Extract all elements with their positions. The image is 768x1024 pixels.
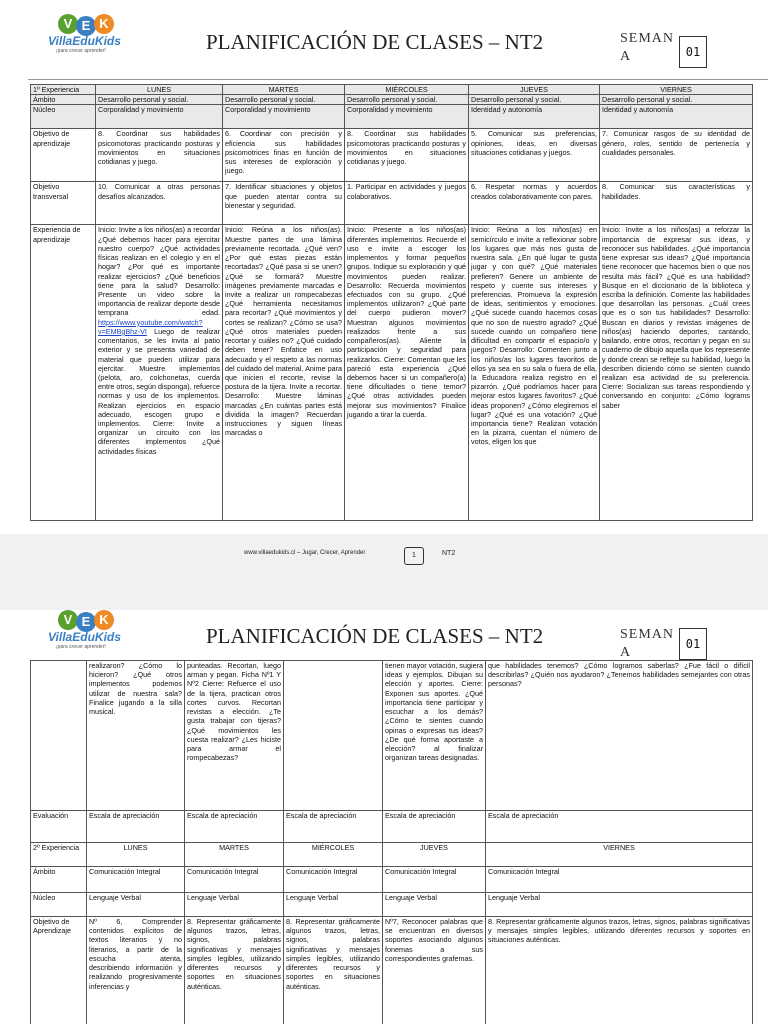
planning-table-1 [30,84,753,521]
ambito-row [31,867,753,893]
table-cell: Desarrollo personal y social. [600,95,753,105]
table-cell: 10. Comunicar a otras personas desafíos alcanzados. [96,182,223,225]
page-2 [0,610,768,1024]
header-divider [28,79,768,80]
table-cell: 1. Participar en actividades y juegos colaborativos. [345,182,469,225]
video-link[interactable]: https://www.youtube.com/watch?v=EMBgBhz-VI [98,317,203,336]
semana-label [620,30,674,66]
experience-2-header-row [31,843,753,867]
table-cell: Escala de apreciación [383,811,486,843]
day-header-martes: MARTES [223,85,345,95]
day-header-lunes: LUNES [96,85,223,95]
semana-number-box: 01 [679,628,707,660]
transversal-row [31,182,753,225]
table-cell: Nº 6, Comprender contenidos explícitos de textos literarios y no literarios, a partir de la escucha atenta, describiendo información y realizando progresivamente inferencias y [87,917,185,1024]
table-cell: Desarrollo personal y social. [96,95,223,105]
logo-tagline: ¡para crecer aprender! [56,48,106,54]
logo-word: VillaEduKids [48,34,121,48]
row-label: Ámbito [31,867,87,893]
table-cell: Escala de apreciación [185,811,284,843]
day-header-miercoles: MIÉRCOLES [284,843,383,867]
objetivo-row [31,129,753,182]
table-cell: Escala de apreciación [87,811,185,843]
row-label: Objetivo de aprendizaje [31,129,96,182]
table-cell: Desarrollo personal y social. [345,95,469,105]
table-cell: 8. Representar gráficamente algunos trazos, letras, signos, palabras significativas y mensajes simples legibles, utilizando diferentes recursos y soportes en situaciones auténticas. [185,917,284,1024]
table-cell-jueves: Inicio: Reúna a los niños(as) en semicírculo e invite a reflexionar sobre los lugares que más nos gusta de nuestra sala. ¿En qué lugar te gusta jugar y con qué? ¿Qué materiales prefieren? Genere un ambiente de respeto y cuente sus intereses y preferencias. Promueva la expresión de ideas, sentimientos y emociones. ¿Qué sucede cuando hacemos cosas que no son de nuestro agrado? ¿Qué sucede cuando un compañero tiene dificultad en compartir el espacio/o y juegos? Desarrollo: Comenten junto a los niños/as los lugares favoritos de ellos ya sea en su sala o fuera de ella, la Educadora realiza registro en el pizarrón. ¿Qué podríamos hacer para mejorar estos lugares favoritos? ¿Qué ideas proponen? ¿Cómo elegiremos el lugar? ¿Qué es una votación? ¿Qué importancia tiene? Realizan votación en la pizarra, cuentan el número de votos, eligen los que [469,225,600,521]
table-cell: Corporalidad y movimiento [96,105,223,129]
day-header-viernes: VIERNES [486,843,753,867]
row-label [31,661,87,811]
semana-number-box: 01 [679,36,707,68]
table-cell-martes: Inicio: Reúna a los niños(as). Muestre partes de una lámina previamente recortada. ¿Qué ven? ¿Por qué estas piezas están recortadas? ¿Qué pasa si se unen? ¿Qué se formará? Muestre imágenes previamente marcadas e invite a realizar un rompecabezas ¿Qué herramienta necesitamos para recortar? ¿Qué movimientos y cortes se realizan? ¿Cómo se usa? ¿Qué otros materiales pueden recortar y cuáles no? ¿Qué cuidado deben tener? Enfatice en uso adecuado y el respeto a las normas del cuidado del material. Anime para que inicien el recorte, revise la postura de la tijera. Invite a recortar. Desarrollo: Muestre láminas marcadas ¿En cuántas partes está dividida la imagen? Recuerdan instrucciones y siguen líneas marcadas o [223,225,345,521]
row-label: Evaluación [31,811,87,843]
table-cell: que habilidades tenemos? ¿Cómo logramos saberlas? ¿Fue fácil o difícil describirlas? ¿Quién nos ayudaron? ¿Tenemos habilidades semejantes con otras personas? [486,661,753,811]
day-header-viernes: VIERNES [600,85,753,95]
continuation-row [31,661,753,811]
semana-label-line2: A [620,645,632,660]
villaedukids-logo [48,14,140,56]
table-cell: Comunicación Integral [87,867,185,893]
villaedukids-logo [48,610,140,652]
table-cell: Lenguaje Verbal [383,893,486,917]
row-label: Objetivo de Aprendizaje [31,917,87,1024]
objetivo-row [31,917,753,1024]
logo-letter-k: K [94,610,114,630]
table-cell: punteadas. Recortan, luego arman y pegan. Ficha Nº1 Y Nº2 Cierre: Refuerce el uso de la tijera, practican otros cortes curvos. Recortan revistas a elección. ¿Te gusta trabajar con tijeras? ¿Qué movimientos les cuesta realizar? ¿Les hiciste para armar el rompecabezas? [185,661,284,811]
semana-label-line1: SEMAN [620,31,675,46]
table-cell: Identidad y autonomía [600,105,753,129]
table-cell: Lenguaje Verbal [284,893,383,917]
table-cell: 7. Comunicar rasgos de su identidad de género, roles, sentido de pertenecía y cualidades personales. [600,129,753,182]
table-cell: Identidad y autonomía [469,105,600,129]
row-label: Ámbito [31,95,96,105]
page-footer [0,547,768,567]
table-cell: Corporalidad y movimiento [345,105,469,129]
cell-text: Luego de realizar comentarios, se les invita al patio exterior y se presenta variedad de material que pueden utilizar para ejercitar. Muestre implementos (pelota, aro, colchonetas, cuerda entre otros, según disponga), refuerce normas y uso de los implementos. Realizan ejercicios en espacio adecuado, escogen grupo e implementos. Cierre: Invite a organizar un circuito con los diferentes implementos ¿Qué actividades físicas [98,326,220,456]
row-label: Objetivo transversal [31,182,96,225]
table-cell: 8. Comunicar sus características y habilidades. [600,182,753,225]
page-gap [0,534,768,610]
cell-text: Inicio: Invite a los niños(as) a recordar ¿Qué debemos hacer para ejercitar nuestro cuerpo? ¿Qué actividades físicas realizan en el colegio y en el hogar? ¿Por qué es importante realizar ejercicios? ¿Qué beneficios tiene para la salud? Desarrollo: Presente un video sobre la importancia de realizar deporte desde temprana edad. [98,225,220,318]
table-cell: Nº7, Reconocer palabras que se encuentran en diversos soportes asociando algunos fonemas a sus correspondientes grafemas. [383,917,486,1024]
page-title: PLANIFICACIÓN DE CLASES – NT2 [206,624,544,648]
logo-letter-e: E [76,612,96,632]
table-cell: Desarrollo personal y social. [469,95,600,105]
logo-letter-v: V [58,610,78,630]
footer-site: www.villaedukids.cl – Jugar, Crecer, Aprender [244,550,366,556]
experience-number-cell: 1º Experiencia [31,85,96,95]
table-cell [284,661,383,811]
table-cell: 7. Identificar situaciones y objetos que pueden atentar contra su bienestar y seguridad. [223,182,345,225]
table-cell: Comunicación Integral [185,867,284,893]
table-cell: 6. Respetar normas y acuerdos creados colaborativamente con pares. [469,182,600,225]
table-cell: Comunicación Integral [383,867,486,893]
semana-label [620,626,674,662]
table-cell-viernes: Inicio: Invite a los niños(as) a reforzar la importancia de expresar sus ideas, y reconocer sus habilidades. ¿Qué importancia tiene expresar sus ideas? ¿Qué importancia tiene reconocer que hacemos bien o que nos resulta más fácil? ¿Qué es una habilidad? Busque en el diccionario de la biblioteca y escriba la definición. Comente las habilidades que desarrollan las personas. ¿Cuál crees que es o son tus habilidades? Desarrollo: Buscan en diarios y revistas imágenes de niños(as) haciendo deportes, cantando, bailando, entre otros, recortan y pegan en su cuaderno de dibujo aquella que los represente y donde crean se refleje su habilidad, luego la describen diciendo cómo se sienten cuando realizan esa actividad de su preferencia. Cierre: Socializan sus tareas respondiendo y conversando en conjunto: ¿Cómo lograms saber [600,225,753,521]
table-cell: 8. Coordinar sus habilidades psicomotoras practicando posturas y movimientos en situaciones cotidianas y juego. [345,129,469,182]
table-cell: Escala de apreciación [486,811,753,843]
row-label: Núcleo [31,893,87,917]
row-label: Experiencia de aprendizaje [31,225,96,521]
table-cell: 8. Coordinar sus habilidades psicomotoras practicando posturas y movimientos en situaciones cotidianas y juego. [96,129,223,182]
table-cell: Lenguaje Verbal [185,893,284,917]
experience-header-row [31,85,753,95]
table-cell-miercoles: Inicio: Presente a los niños(as) diferentes implementos. Recuerde el uso e invite a escoger los implementos y formar pequeños grupos. Indique su exploración y qué movimientos pueden realizar. Desarrollo: Recuerda movimientos efectuados con su grupo. ¿Qué implementos utilizaron? ¿Qué parte del cuerpo pudieron mover? Muestran algunos movimientos realizados frente a sus compañeros(as). Aliente la participación y seguridad para realizarlos. Cierre: Comentan que les pareció esta experiencia ¿Qué debemos hacer si un compañero(a) tiene dificultades o tiene temor? ¿Qué otras actividades pueden mejorar sus movimientos? Finalice jugando a tirar la cuerda. [345,225,469,521]
table-cell: 8. Representar gráficamente algunos trazos, letras, signos, palabras significativas y mensajes simples legibles, utilizando diferentes recursos y soportes en situaciones auténticas. [284,917,383,1024]
table-cell-lunes [96,225,223,521]
semana-label-line1: SEMAN [620,627,675,642]
logo-letter-e: E [76,16,96,36]
footer-page-number: 1 [404,547,424,565]
table-cell: Comunicación Integral [486,867,753,893]
footer-level: NT2 [442,550,456,557]
table-cell: 6. Coordinar con precisión y eficiencia sus habilidades psicomotrices finas en función de sus intereses de exploración y juego. [223,129,345,182]
logo-word: VillaEduKids [48,630,121,644]
table-cell: Corporalidad y movimiento [223,105,345,129]
page-title: PLANIFICACIÓN DE CLASES – NT2 [206,30,544,54]
semana-label-line2: A [620,49,632,64]
table-cell: tienen mayor votación, sugiera ideas y ejemplos. Dibujan su elección y aportes. Cierre: Exponen sus aportes. ¿Qué importancia tiene participar y escuchar a los demás? ¿Cómo te sientes cuando opinas o expresas tus ideas? ¿De qué forma aportaste a elección? al finalizar organizan tareas designadas. [383,661,486,811]
table-cell: Desarrollo personal y social. [223,95,345,105]
nucleo-row [31,105,753,129]
planning-table-2 [30,660,753,1024]
row-label: Núcleo [31,105,96,129]
table-cell: Comunicación Integral [284,867,383,893]
logo-letter-v: V [58,14,78,34]
logo-letter-k: K [94,14,114,34]
table-cell: 8. Representar gráficamente algunos trazos, letras, signos, palabras significativas y mensajes simples legibles, utilizando diferentes recursos y soportes en situaciones auténticas. [486,917,753,1024]
experiencia-row [31,225,753,521]
day-header-jueves: JUEVES [383,843,486,867]
ambito-row [31,95,753,105]
day-header-miercoles: MIÉRCOLES [345,85,469,95]
experience-number-cell: 2º Experiencia [31,843,87,867]
table-cell: Lenguaje Verbal [486,893,753,917]
table-cell: 5. Comunicar sus preferencias, opiniones, ideas, en diversas situaciones cotidianas y juegos. [469,129,600,182]
table-cell: Escala de apreciación [284,811,383,843]
nucleo-row [31,893,753,917]
table-cell: realizaron? ¿Cómo lo hicieron? ¿Qué otros implementos podemos utilizar de nuestra sala? Finalice jugando a la silla musical. [87,661,185,811]
day-header-martes: MARTES [185,843,284,867]
logo-tagline: ¡para crecer aprender! [56,644,106,650]
day-header-jueves: JUEVES [469,85,600,95]
evaluacion-row [31,811,753,843]
table-cell: Lenguaje Verbal [87,893,185,917]
day-header-lunes: LUNES [87,843,185,867]
